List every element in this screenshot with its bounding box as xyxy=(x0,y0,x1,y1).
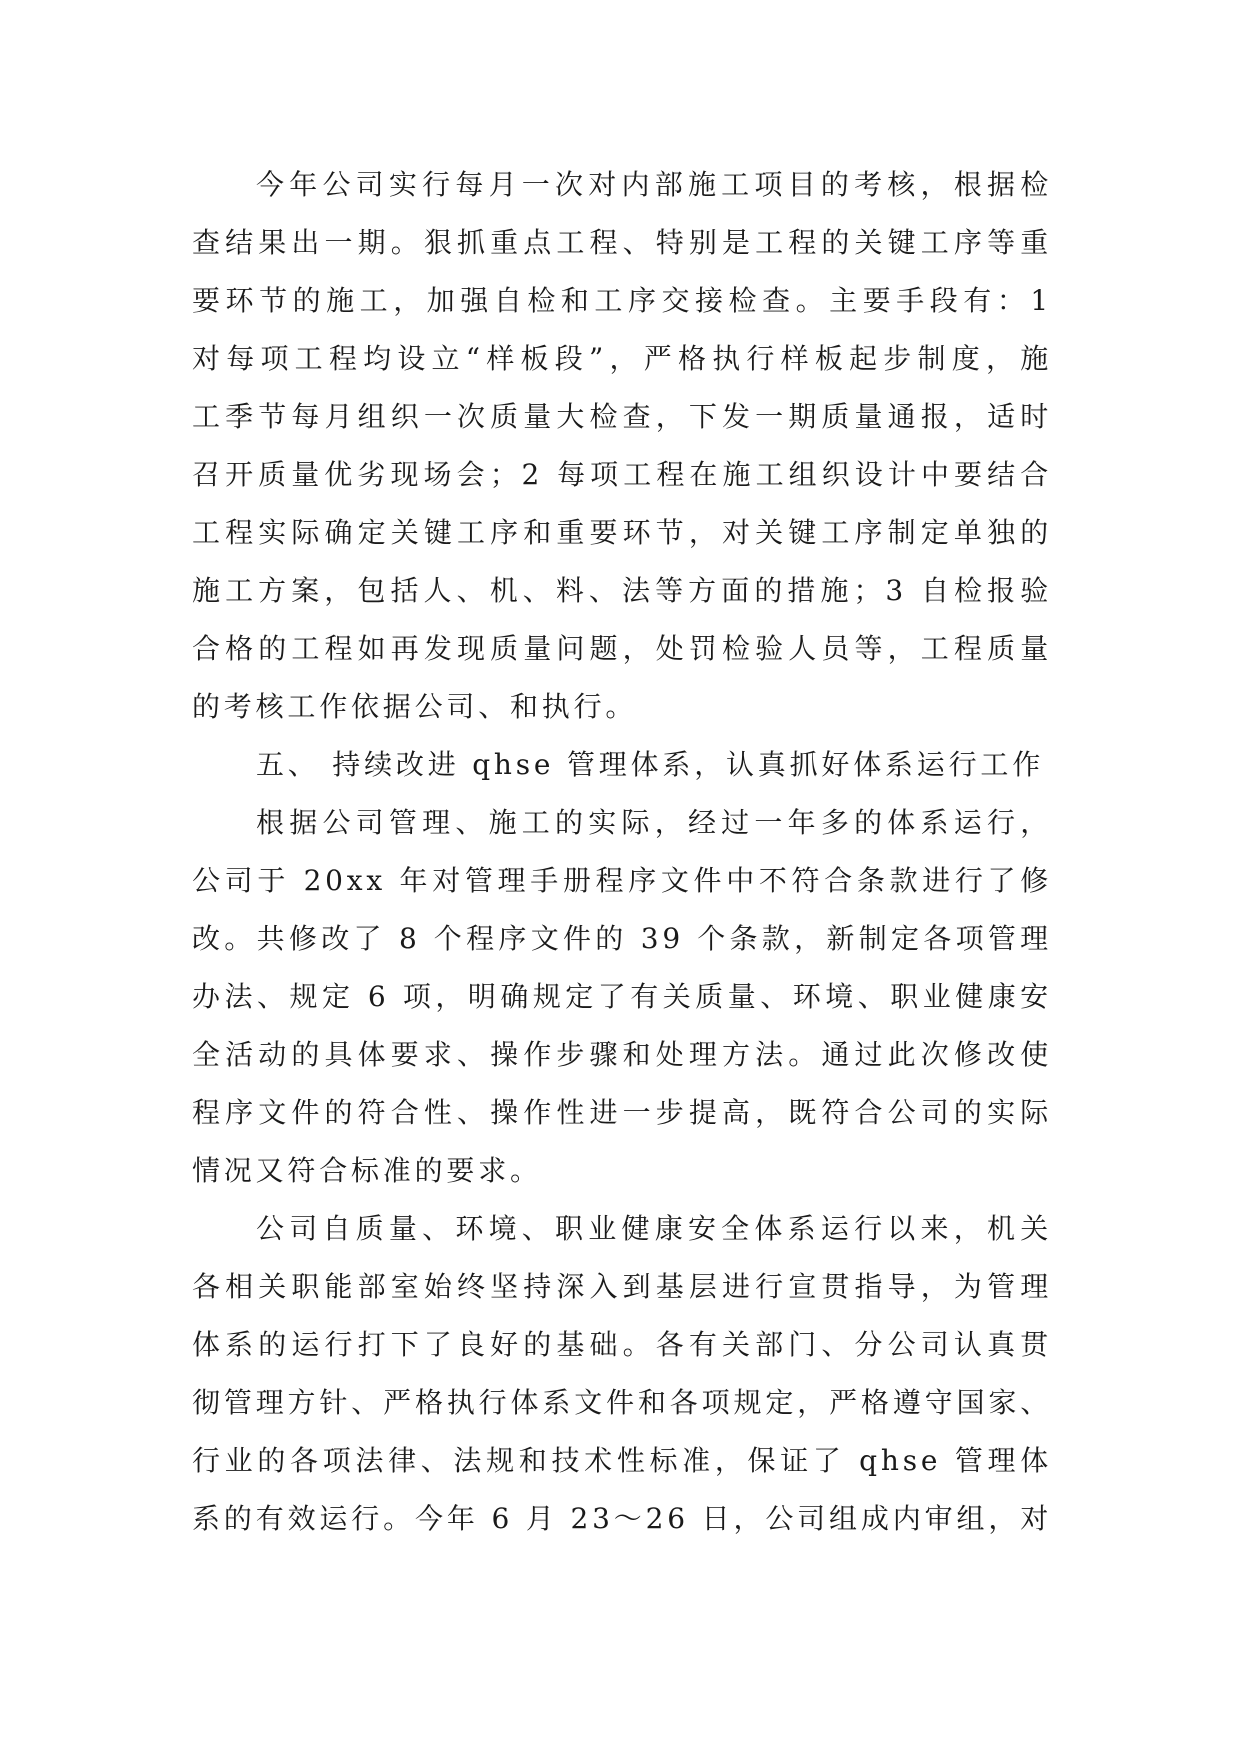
paragraph-line: 各相关职能部室始终坚持深入到基层进行宣贯指导，为管理 xyxy=(192,1270,1052,1303)
paragraph-line: 根据公司管理、施工的实际，经过一年多的体系运行， xyxy=(256,806,1052,839)
paragraph-line: 的考核工作依据公司、和执行。 xyxy=(192,690,638,723)
paragraph-line: 工程实际确定关键工序和重要环节，对关键工序制定单独的 xyxy=(192,516,1052,549)
paragraph-line: 情况又符合标准的要求。 xyxy=(192,1154,542,1187)
paragraph-line: 工季节每月组织一次质量大检查，下发一期质量通报，适时 xyxy=(192,400,1052,433)
paragraph-manual-revision xyxy=(192,794,1052,1200)
document-body xyxy=(192,156,1052,1548)
paragraph-line: 公司自质量、环境、职业健康安全体系运行以来，机关 xyxy=(256,1212,1052,1245)
paragraph-line: 全活动的具体要求、操作步骤和处理方法。通过此次修改使 xyxy=(192,1038,1052,1071)
paragraph-line: 查结果出一期。狠抓重点工程、特别是工程的关键工序等重 xyxy=(192,226,1052,259)
paragraph-line: 系的有效运行。今年 6 月 23～26 日，公司组成内审组，对 xyxy=(192,1502,1052,1535)
paragraph-quality-inspection xyxy=(192,156,1052,736)
paragraph-line: 合格的工程如再发现质量问题，处罚检验人员等，工程质量 xyxy=(192,632,1052,665)
paragraph-line: 办法、规定 6 项，明确规定了有关质量、环境、职业健康安 xyxy=(192,980,1052,1013)
paragraph-line: 对每项工程均设立“样板段”，严格执行样板起步制度，施 xyxy=(192,342,1052,375)
paragraph-line: 行业的各项法律、法规和技术性标准，保证了 qhse 管理体 xyxy=(192,1444,1052,1477)
paragraph-line: 体系的运行打下了良好的基础。各有关部门、分公司认真贯 xyxy=(192,1328,1052,1361)
paragraph-line: 今年公司实行每月一次对内部施工项目的考核，根据检 xyxy=(256,168,1052,201)
paragraph-line: 召开质量优劣现场会；2 每项工程在施工组织设计中要结合 xyxy=(192,458,1052,491)
paragraph-line: 公司于 20xx 年对管理手册程序文件中不符合条款进行了修 xyxy=(192,864,1052,897)
paragraph-system-operation xyxy=(192,1200,1052,1548)
paragraph-line: 要环节的施工，加强自检和工序交接检查。主要手段有：1 xyxy=(192,284,1052,317)
section-heading: 五、 持续改进 qhse 管理体系，认真抓好体系运行工作 xyxy=(256,748,1044,781)
paragraph-line: 改。共修改了 8 个程序文件的 39 个条款，新制定各项管理 xyxy=(192,922,1052,955)
paragraph-line: 施工方案，包括人、机、料、法等方面的措施；3 自检报验 xyxy=(192,574,1052,607)
paragraph-line: 彻管理方针、严格执行体系文件和各项规定，严格遵守国家、 xyxy=(192,1386,1052,1419)
paragraph-line: 程序文件的符合性、操作性进一步提高，既符合公司的实际 xyxy=(192,1096,1052,1129)
